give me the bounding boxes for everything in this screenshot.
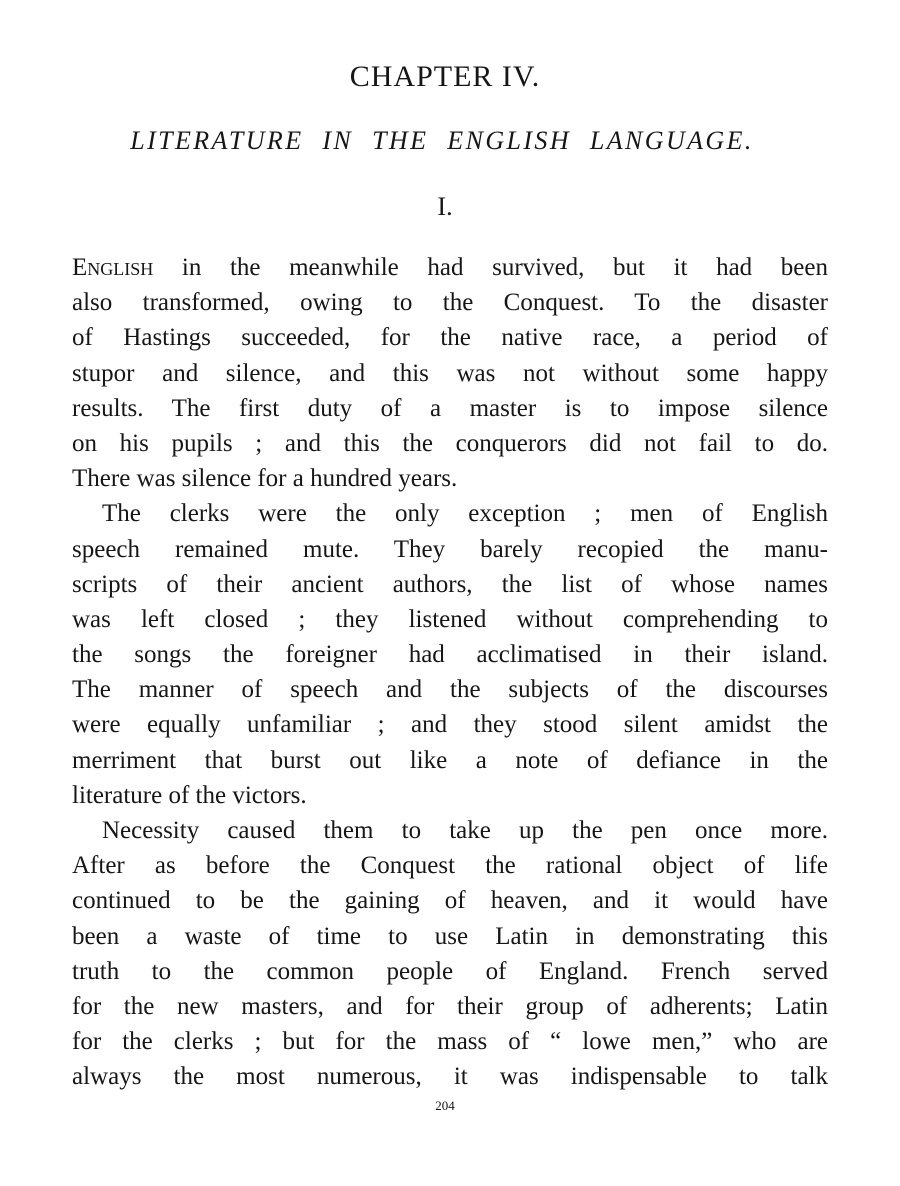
paragraph-line: literature of the victors.: [72, 781, 307, 809]
lead-word: English: [72, 254, 154, 281]
paragraph-line: of Hastings succeeded, for the native race, a period of: [72, 324, 828, 352]
paragraph-3: [72, 813, 828, 1095]
paragraph-line: was left closed ; they listened without comprehending to: [72, 605, 828, 633]
paragraph-line: truth to the common people of England. French served: [72, 957, 828, 985]
paragraph-1: [72, 250, 828, 496]
paragraph-line: stupor and silence, and this was not without some happy: [72, 359, 828, 387]
paragraph-line: the songs the foreigner had acclimatised in their island.: [72, 641, 828, 669]
paragraph-line: always the most numerous, it was indispensable to talk: [72, 1063, 828, 1091]
paragraph-line: speech remained mute. They barely recopied the manu-: [72, 535, 828, 563]
paragraph-line: The clerks were the only exception ; men of English: [102, 500, 828, 528]
chapter-number: CHAPTER IV.: [349, 60, 541, 93]
paragraph-line: been a waste of time to use Latin in demonstrating this: [72, 922, 828, 950]
paragraph-line: were equally unfamiliar ; and they stood silent amidst the: [72, 711, 828, 739]
paragraph-line: merriment that burst out like a note of defiance in the: [72, 746, 828, 774]
page-number: 204: [435, 1098, 455, 1113]
paragraph-line: Necessity caused them to take up the pen once more.: [102, 817, 828, 844]
section-number: I.: [437, 192, 453, 221]
paragraph-line: After as before the Conquest the rational object of life: [72, 852, 828, 880]
body-text: [72, 250, 828, 1095]
paragraph-line: The manner of speech and the subjects of the discourses: [72, 676, 828, 704]
paragraph-line: results. The first duty of a master is to impose silence: [72, 394, 828, 422]
paragraph-line: on his pupils ; and this the conquerors did not fail to do.: [72, 429, 828, 457]
paragraph-line: scripts of their ancient authors, the list of whose names: [72, 570, 828, 598]
paragraph-line: also transformed, owing to the Conquest. To the disaster: [72, 289, 828, 317]
chapter-title: LITERATURE IN THE ENGLISH LANGUAGE.: [130, 126, 754, 155]
paragraph-line: There was silence for a hundred years.: [72, 465, 458, 493]
paragraph-line: for the clerks ; but for the mass of “ lowe men,” who are: [72, 1028, 828, 1056]
paragraph-2: [72, 496, 828, 813]
paragraph-line: English in the meanwhile had survived, but it had been: [72, 254, 828, 281]
paragraph-line: for the new masters, and for their group of adherents; Latin: [72, 992, 828, 1020]
paragraph-line: continued to be the gaining of heaven, and it would have: [72, 887, 828, 915]
